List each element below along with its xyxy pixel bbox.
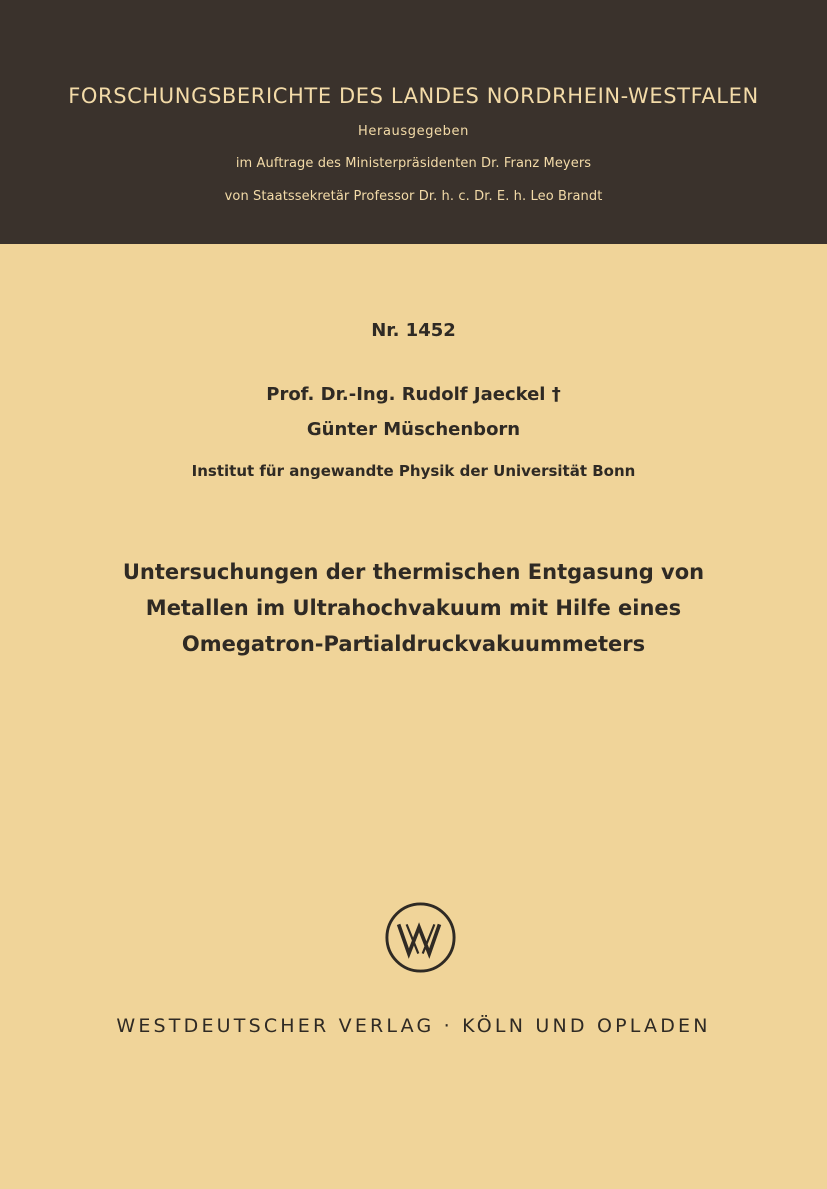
editor-name-line: von Staatssekretär Professor Dr. h. c. Dr. E. h. Leo Brandt [224,189,603,204]
editor-label: Herausgegeben [358,124,469,139]
commission-line: im Auftrage des Ministerpräsidenten Dr. Franz Meyers [235,156,592,171]
title-line-3: Omegatron-Partialdruckvakuummeters [181,632,646,656]
title-line-2: Metallen im Ultrahochvakuum mit Hilfe eines [145,596,682,620]
header-band [0,0,827,244]
publisher-line: WESTDEUTSCHER VERLAG · KÖLN UND OPLADEN [116,1015,711,1037]
publisher-logo-icon [384,901,457,974]
title-line-1: Untersuchungen der thermischen Entgasung von [122,560,705,584]
author-primary: Prof. Dr.-Ing. Rudolf Jaeckel † [266,384,561,405]
series-title: FORSCHUNGSBERICHTE DES LANDES NORDRHEIN-WESTFALEN [68,84,759,108]
author-secondary: Günter Müschenborn [306,419,521,440]
report-number: Nr. 1452 [371,320,456,341]
institute: Institut für angewandte Physik der Universität Bonn [191,462,636,480]
